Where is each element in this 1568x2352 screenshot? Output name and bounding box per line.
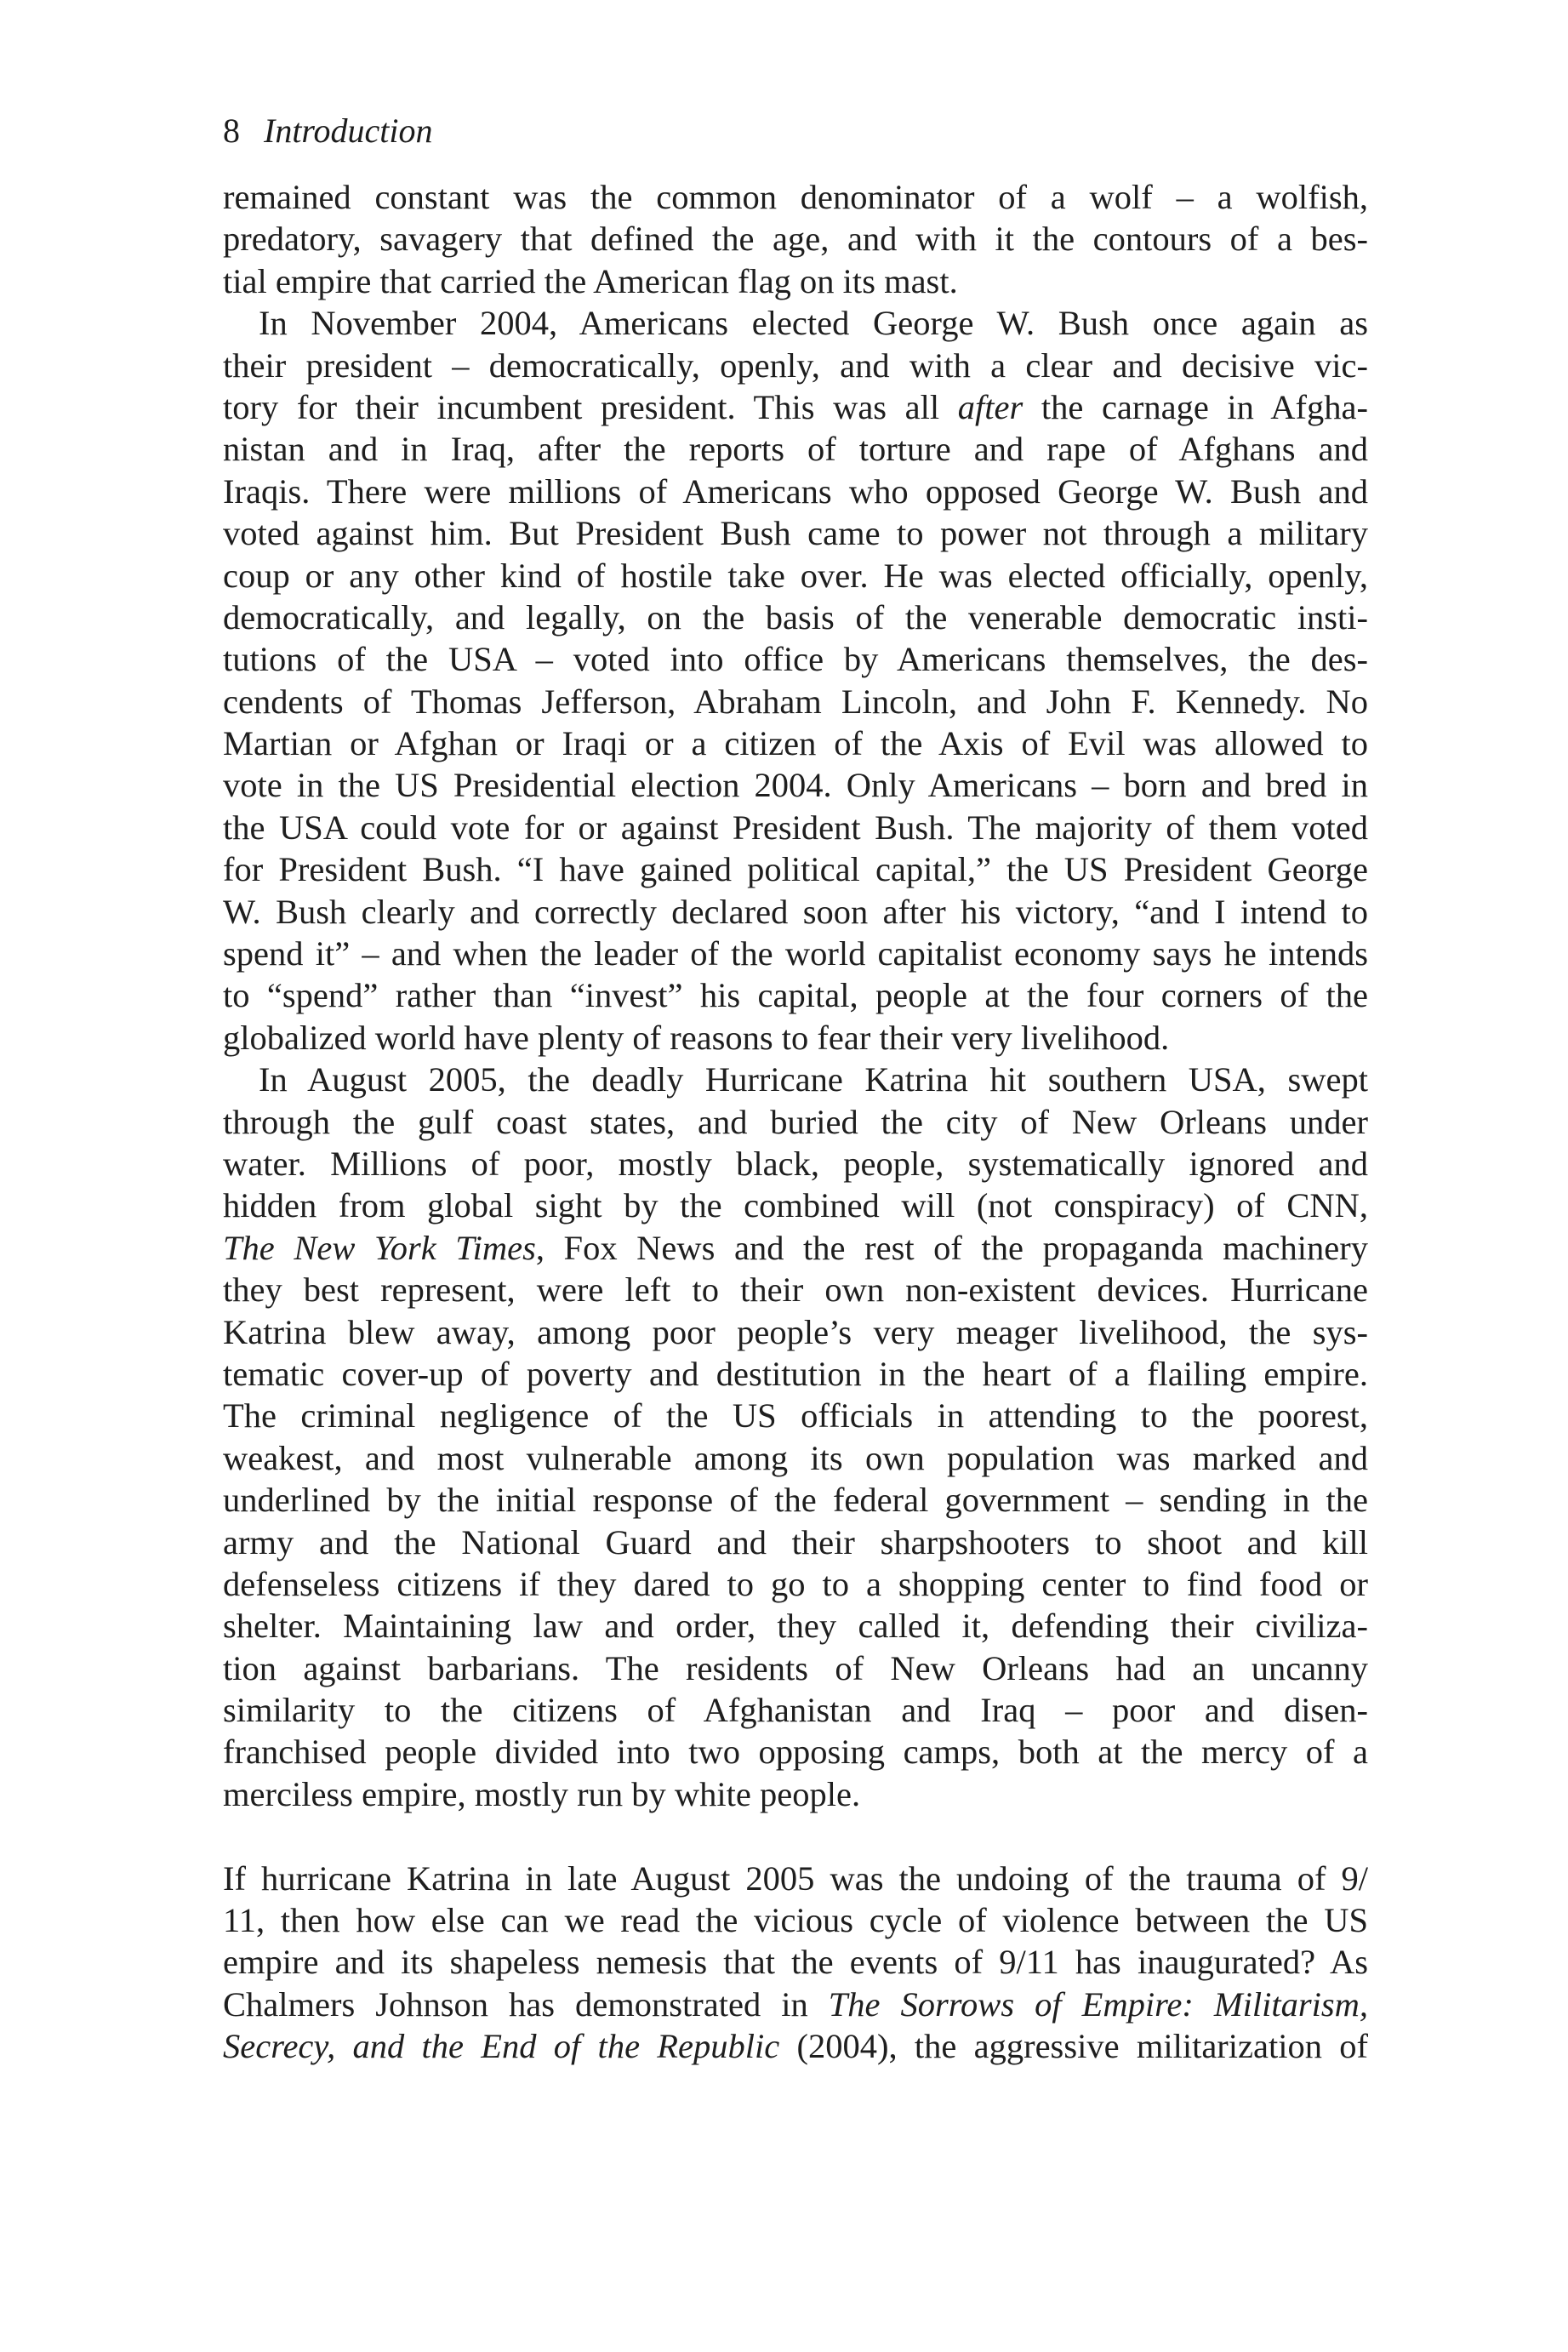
text-line: [223, 386, 1368, 428]
text-line: the USA could vote for or against President Bush. The majority of them voted: [223, 808, 1368, 847]
text-line: coup or any other kind of hostile take over. He was elected officially, openly,: [223, 556, 1368, 595]
text-segment: the carnage in Afgha-: [1023, 387, 1368, 426]
text-line: franchised people divided into two opposing camps, both at the mercy of a: [223, 1733, 1368, 1772]
text-line: If hurricane Katrina in late August 2005 was the undoing of the trauma of 9/: [223, 1858, 1368, 1898]
text-line: tutions of the USA – voted into office by Americans themselves, the des-: [223, 640, 1368, 679]
italic-text: after: [957, 387, 1023, 426]
text-line: their president – democratically, openly, and with a clear and decisive vic-: [223, 345, 1368, 385]
text-line: Iraqis. There were millions of Americans who opposed George W. Bush and: [223, 471, 1368, 511]
text-line: 11, then how else can we read the vicious cycle of violence between the US: [223, 1901, 1368, 1940]
text-line: to “spend” rather than “invest” his capital, people at the four corners of the: [223, 976, 1368, 1015]
text-line: for President Bush. “I have gained political capital,” the US President George: [223, 850, 1368, 889]
text-line: cendents of Thomas Jefferson, Abraham Lincoln, and John F. Kennedy. No: [223, 682, 1368, 721]
text-line: The criminal negligence of the US officials in attending to the poorest,: [223, 1396, 1368, 1436]
text-line: spend it” – and when the leader of the world capitalist economy says he intends: [223, 934, 1368, 973]
text-line: democratically, and legally, on the basis of the venerable democratic insti-: [223, 597, 1368, 637]
italic-text: Secrecy, and the End of the Republic: [223, 2027, 780, 2066]
text-segment: (2004), the aggressive militarization of: [779, 2027, 1368, 2066]
page-number: 8: [223, 111, 240, 150]
text-line: Katrina blew away, among poor people’s very meager livelihood, the sys-: [223, 1312, 1368, 1351]
section-title: Introduction: [264, 111, 433, 150]
italic-text: The Sorrows of Empire: Militarism,: [828, 1984, 1368, 2024]
text-segment: Chalmers Johnson has demonstrated in: [223, 1984, 829, 2024]
text-line: nistan and in Iraq, after the reports of torture and rape of Afghans and: [223, 430, 1368, 469]
text-line: hidden from global sight by the combined will (not conspiracy) of CNN,: [223, 1186, 1368, 1225]
text-segment: , Fox News and the rest of the propaganda machinery: [535, 1228, 1368, 1267]
text-line: tial empire that carried the American flag on its mast.: [223, 261, 958, 300]
section-break: [223, 1815, 1368, 1857]
text-line: remained constant was the common denominator of a wolf – a wolfish,: [223, 178, 1368, 216]
body-text: [223, 176, 1368, 2068]
text-line: Martian or Afghan or Iraqi or a citizen of the Axis of Evil was allowed to: [223, 724, 1368, 763]
text-line: vote in the US Presidential election 2004. Only Americans – born and bred in: [223, 766, 1368, 805]
text-line: underlined by the initial response of the federal government – sending in the: [223, 1481, 1368, 1520]
text-line: voted against him. But President Bush came to power not through a military: [223, 514, 1368, 553]
text-line: [223, 2025, 1368, 2067]
text-line: In November 2004, Americans elected George W. Bush once again as: [259, 304, 1368, 343]
text-line: they best represent, were left to their own non-existent devices. Hurricane: [223, 1270, 1368, 1310]
text-line: weakest, and most vulnerable among its own population was marked and: [223, 1438, 1368, 1477]
text-line: merciless empire, mostly run by white people.: [223, 1774, 861, 1813]
text-line: water. Millions of poor, mostly black, people, systematically ignored and: [223, 1144, 1368, 1183]
text-line: predatory, savagery that defined the age, and with it the contours of a bes-: [223, 220, 1368, 259]
italic-text: The New York Times: [223, 1228, 536, 1267]
text-line: tematic cover-up of poverty and destitution in the heart of a flailing empire.: [223, 1354, 1368, 1393]
text-line: empire and its shapeless nemesis that the events of 9/11 has inaugurated? As: [223, 1943, 1368, 1982]
text-line: In August 2005, the deadly Hurricane Katrina hit southern USA, swept: [259, 1060, 1368, 1099]
text-line: shelter. Maintaining law and order, they called it, defending their civiliza-: [223, 1607, 1368, 1646]
text-line: W. Bush clearly and correctly declared soon after his victory, “and I intend to: [223, 892, 1368, 931]
text-line: defenseless citizens if they dared to go to a shopping center to find food or: [223, 1564, 1368, 1603]
text-segment: tory for their incumbent president. This was all: [223, 387, 958, 426]
text-line: [223, 1227, 1368, 1269]
text-line: similarity to the citizens of Afghanistan and Iraq – poor and disen-: [223, 1691, 1368, 1730]
text-line: [223, 1984, 1368, 2025]
text-line: tion against barbarians. The residents of New Orleans had an uncanny: [223, 1648, 1368, 1687]
running-head: [223, 109, 433, 153]
text-line: army and the National Guard and their sharpshooters to shoot and kill: [223, 1522, 1368, 1561]
text-line: globalized world have plenty of reasons to fear their very livelihood.: [223, 1018, 1170, 1057]
text-line: through the gulf coast states, and buried the city of New Orleans under: [223, 1102, 1368, 1141]
